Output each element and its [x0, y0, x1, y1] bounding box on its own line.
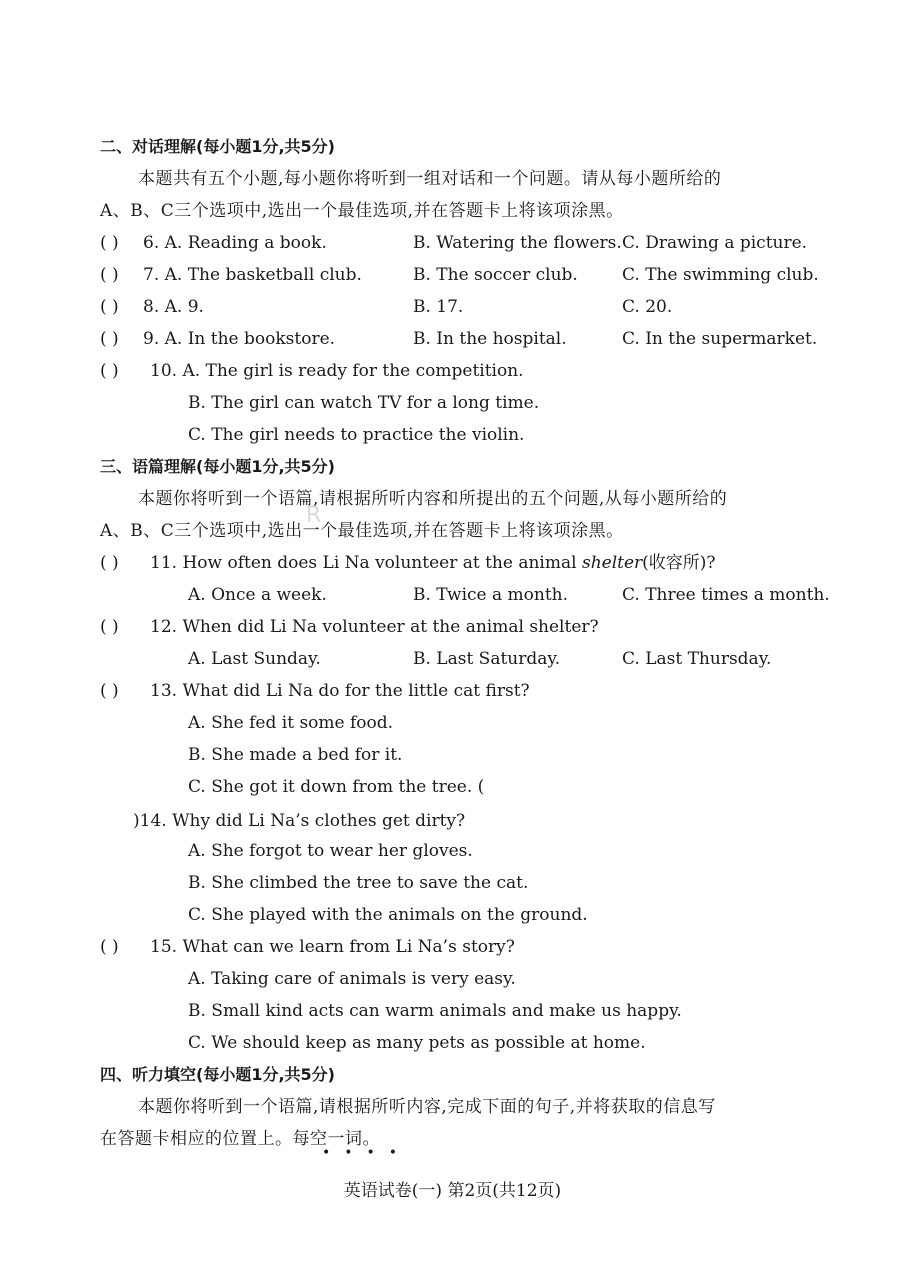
answer-blank: ( )	[100, 617, 119, 637]
option-c: C. In the supermarket.	[622, 329, 818, 349]
option-c: C. Last Thursday.	[622, 649, 772, 669]
option-b: B. She climbed the tree to save the cat.	[188, 873, 529, 893]
section-3-instruction-line-1: 本题你将听到一个语篇,请根据所听内容和所提出的五个问题,从每小题所给的	[138, 489, 728, 509]
option-c: C. Drawing a picture.	[622, 233, 808, 253]
question-stem: 12. When did Li Na volunteer at the animal shelter?	[150, 617, 599, 637]
question-stem-option-a: 6. A. Reading a book.	[143, 233, 327, 253]
question-stem: 13. What did Li Na do for the little cat first?	[150, 681, 530, 701]
section-2-heading: 二、对话理解(每小题1分,共5分)	[100, 137, 335, 156]
option-b: B. The soccer club.	[413, 265, 578, 285]
stem-italic-term: shelter	[581, 553, 643, 573]
section-2-instruction-line-1: 本题共有五个小题,每小题你将听到一组对话和一个问题。请从每小题所给的	[138, 169, 722, 189]
question-stem-option-a: 10. A. The girl is ready for the competition.	[150, 361, 524, 381]
option-a: A. Once a week.	[188, 585, 327, 605]
section-3-instruction-line-2: A、B、C三个选项中,选出一个最佳选项,并在答题卡上将该项涂黑。	[100, 521, 624, 541]
option-b: B. Small kind acts can warm animals and make us happy.	[188, 1001, 682, 1021]
option-c: C. We should keep as many pets as possible at home.	[188, 1033, 646, 1053]
option-b: B. Last Saturday.	[413, 649, 561, 669]
section-4-heading: 四、听力填空(每小题1分,共5分)	[100, 1065, 335, 1084]
emphasized-instruction: 每空一词	[292, 1129, 363, 1149]
emphasis-dots: ••••	[322, 1145, 412, 1161]
answer-blank: ( )	[100, 361, 119, 381]
option-a: A. She fed it some food.	[188, 713, 394, 733]
option-c: C. The swimming club.	[622, 265, 819, 285]
watermark-glyph: R	[306, 503, 322, 528]
stem-text: 11. How often does Li Na volunteer at the animal	[150, 553, 582, 573]
instruction-end: 。	[362, 1129, 380, 1149]
section-3-heading: 三、语篇理解(每小题1分,共5分)	[100, 457, 335, 476]
option-a: A. Taking care of animals is very easy.	[188, 969, 516, 989]
question-stem-option-a: 9. A. In the bookstore.	[143, 329, 336, 349]
answer-blank: ( )	[100, 265, 119, 285]
question-stem	[150, 552, 716, 574]
option-b: B. In the hospital.	[413, 329, 567, 349]
answer-blank: ( )	[100, 681, 119, 701]
answer-blank: ( )	[100, 233, 119, 253]
instruction-text: 在答题卡相应的位置上。	[100, 1129, 293, 1149]
answer-blank: ( )	[100, 297, 119, 317]
section-4-instruction-line-1: 本题你将听到一个语篇,请根据所听内容,完成下面的句子,并将获取的信息写	[138, 1097, 716, 1117]
option-b: B. Twice a month.	[413, 585, 569, 605]
option-c: C. She got it down from the tree. (	[188, 777, 485, 797]
option-c: C. She played with the animals on the ground.	[188, 905, 588, 925]
section-2-instruction-line-2: A、B、C三个选项中,选出一个最佳选项,并在答题卡上将该项涂黑。	[100, 201, 624, 221]
answer-blank: ( )	[100, 553, 119, 573]
option-a: A. She forgot to wear her gloves.	[188, 841, 473, 861]
question-stem-option-a: 7. A. The basketball club.	[143, 265, 362, 285]
option-b: B. Watering the flowers.	[413, 233, 622, 253]
option-a: A. Last Sunday.	[188, 649, 321, 669]
option-c: C. The girl needs to practice the violin.	[188, 425, 525, 445]
question-stem: )14. Why did Li Na’s clothes get dirty?	[133, 811, 466, 831]
option-c: C. 20.	[622, 297, 673, 317]
page-footer: 英语试卷(一) 第2页(共12页)	[343, 1181, 562, 1201]
question-stem-option-a: 8. A. 9.	[143, 297, 204, 317]
option-b: B. The girl can watch TV for a long time.	[188, 393, 540, 413]
question-stem: 15. What can we learn from Li Na’s story?	[150, 937, 515, 957]
option-b: B. 17.	[413, 297, 464, 317]
option-c: C. Three times a month.	[622, 585, 830, 605]
answer-blank: ( )	[100, 329, 119, 349]
answer-blank: ( )	[100, 937, 119, 957]
stem-gloss: (收容所)?	[642, 553, 716, 573]
option-b: B. She made a bed for it.	[188, 745, 403, 765]
